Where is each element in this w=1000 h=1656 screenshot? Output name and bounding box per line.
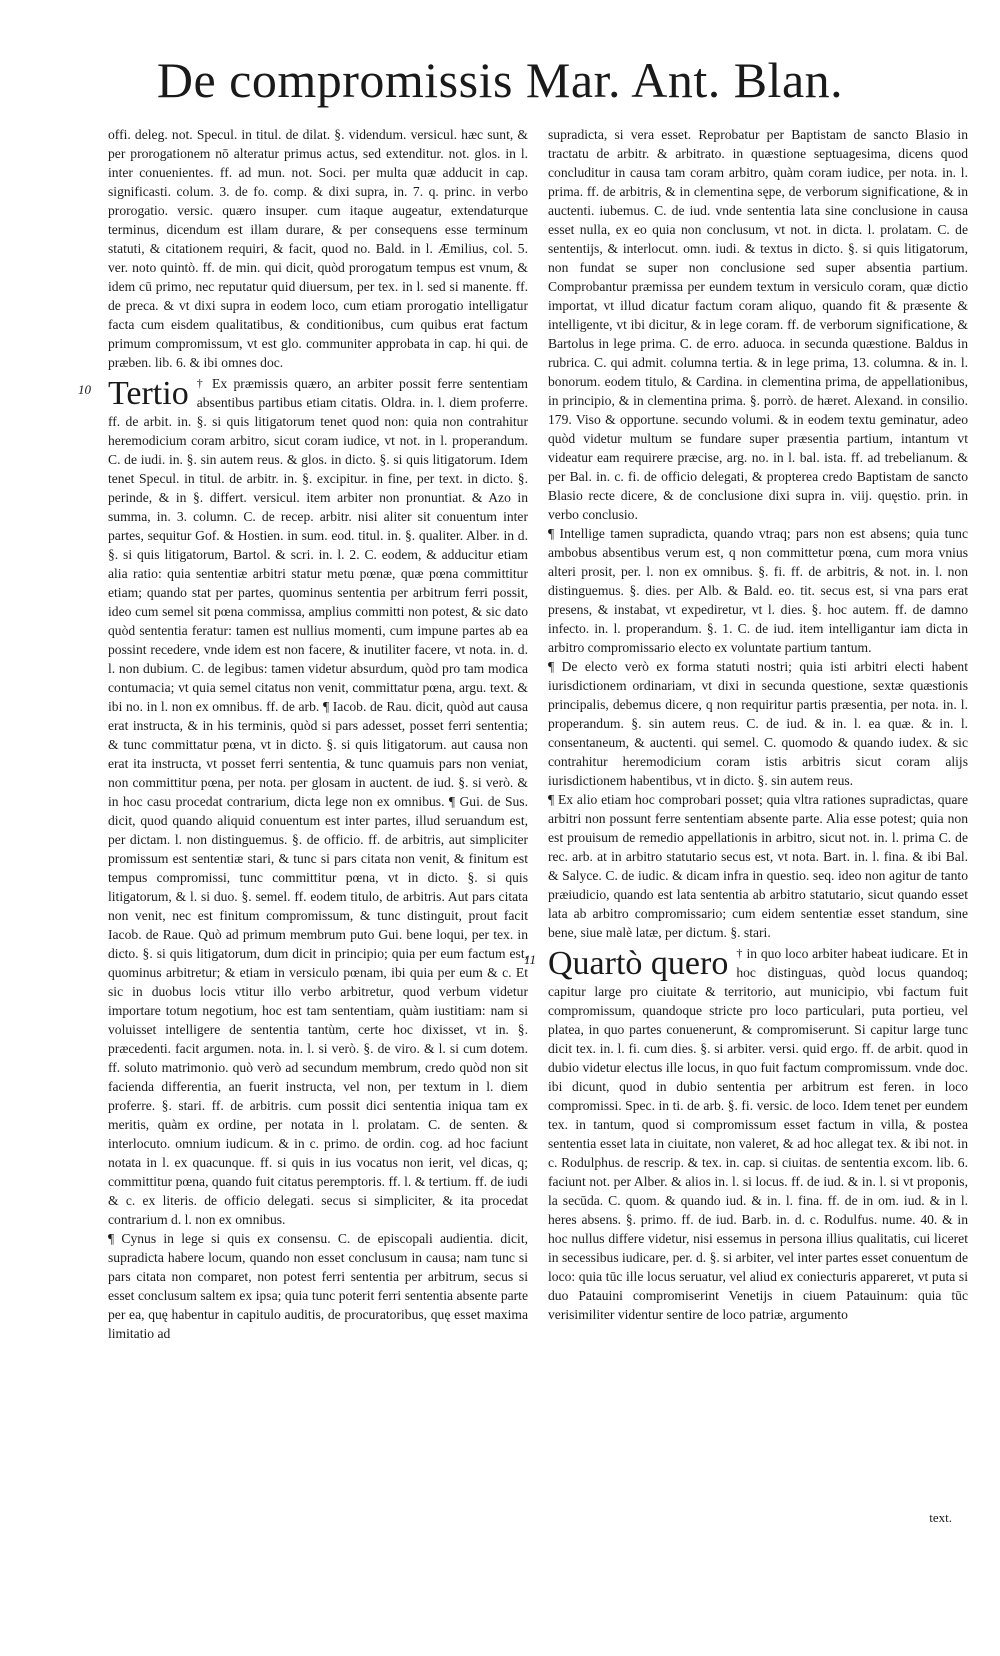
- page-title: De compromissis Mar. Ant. Blan.: [156, 52, 844, 108]
- paragraph: ¶ Cynus in lege si quis ex consensu. C. de episcopali audientia. dicit, supradicta habere locum, quando non esset conclusum in causa; nam tunc si pars citata non comparet, non potest ferri sententia per arbitrum, secus si esset conclusum saltem ex ipsa; quia tunc poterit ferri sententia absente parte per ea, quę habentur in capitulo auditis, de procuratoribus, quę esset maxima limitatio ad: [108, 1231, 528, 1341]
- section-initial-word: Quartò quero: [548, 945, 729, 982]
- paragraph: Oldra. in. l. diem proferre. ff. de arbit. in. §. si quis litigatorum tenet quod non: quia non contrahitur heremodicium coram arbitro, sicut coram iudice, vt not. in l. properandum. C. de iudi. in. §. sin autem reus. & glos. in dicto. §. si quis litigatorum. Idem tenet Specul. in titul. de arbitr. in. §. excipitur. in fine, per text. in dicto. §. perinde, & in §. differt. versicul. item arbiter non pronuntiat. & Azo in summa, in. 3. column. C. de recep. arbitr. nisi aliter sit conuentum inter partes, sequitur Gof. & Hostien. in sum. eod. titul. in. §. qualiter. Alber. in d. §. si quis litigatorum, Bartol. & scri. in. l. 2. C. eodem, & adducitur etiam alia ratio: quia sententiæ arbitri statur metu pœnæ, quæ pœna committitur etiam; quando stat per partes, quominus sententia per arbitrum ferri possit, ideo cum semel sit pœna commissa, amplius committi non potest, & sic dato quòd sententia feratur: tamen est nullius momenti, cum impune partes ab ea possint recedere, vnde idem est non facere, & inutiliter facere, vt nota. in. d. l. non dubium. C. de legibus: tamen videtur absurdum, quòd pro tam modica contumacia; vt quia semel citatus non venit, committatur pœna, argu. text. & ibi no. in l. non ex omnibus. ff. de arb. ¶ Iacob. de Rau. dicit, quòd aut causa erat instructa, & in his terminis, quòd si pars adesset, posset ferri sententia; & tunc committatur pœna, vt in dicto. §. si quis litigatorum. aut causa non erat ita instructa, vt posset ferri sententia, & tunc quamuis pars non veniat, non committitur pœna, per nota. per glosam in auctent. de iud. §. si verò. & in hoc casu procedat contrarium, dicta lege non ex omnibus. ¶ Gui. de Sus. dicit, quod quando aliquid conuentum est inter partes, illud seruandum est, per dictam. l. non distinguemus. §. de officio. ff. de arbitris, aut simpliciter promissum est sententiæ stari, & tunc si pars citata non venit, & finitum est tempus compromissi, tunc committitur pœna, vt in dicto. §. si quis litigatorum, & l. si duo. §. semel. ff. eodem titulo, de arbitris. Aut pars citata non venit, nec est finitum compromissum, & tunc distinguit, prout facit Iacob. de Raue. Quò ad primum membrum puto Gui. bene loqui, per tex. in dicto. §. si quis litigatorum, dum dicit in principio; quia per eum factum est, quominus arbitretur; & etiam in versiculo pœnam, ibi quia per eum & c. Et sic in duobus locis vtitur illo verbo arbitretur, quod verbum videtur importare totum negotium, hoc est tam sententiam, quàm iustitiam: nam si voluisset intelligere de sententia tantùm, certe hoc dixisset, vt in. §. præcedenti. facit argumen. nota. in. l. si verò. §. de viro. & l. si cum dotem. ff. soluto matrimonio. quò verò ad secundum membrum, credo quòd non sit facienda differentia, an fuerit instructa, vel non, per textum in l. diem proferre. §. stari. ff. de arbitris. cum possit dici sententia iniqua tam ex meritis, quàm ex ordine, per notata in l. prolatam. C. de senten. & interlocuto. omnium iudicum. & in c. primo. de ordin. cog. ad hoc faciunt notata in l. ex quacunque. ff. si quis in ius vocatus non ierit, vel dicas, q; committitur pœna, quando fuit citatus peremptoris. ff. l. & tertium. ff. de iudi & c. ex literis. de officio delegati. secus si simpliciter, & ita procedat contrarium d. l. non ex omnibus.: [108, 395, 528, 1227]
- dagger-mark: †: [736, 946, 743, 960]
- paragraph: Et in hoc distinguas, quòd locus quandoq; capitur large pro ciuitate & territorio, aut municipio, vbi factum fuit compromissum, quandoque stricte pro loco particulari, puta portieu, vel platea, in quo partes conuenerunt, & compromiserunt. Si capitur large tunc dicit tex. in. l. fi. cum dies. §. si arbiter. versi. quid ergo. ff. de arbit. quod in dubio videtur electus ille locus, in quo fuit factum compromissum. vnde doc. ibi dicunt, quod in dubio sententia per arbitrum est feren. in loco compromissi. Spec. in ti. de arb. §. fi. versic. de loco. Idem tenet per eundem tex. in tantum, quod si compromissum esset factum in villa, & postea sententia esset lata in ciuitate, non valeret, & ad hoc allegat tex. & ibi not. in c. Rodulphus. de rescrip. & tex. in. cap. si ciuitas. de sententia excom. lib. 6. faciunt not. per Alber. & alios in. l. si locus. ff. de iud. & in. l. si vt proponis, la secūda. C. quom. & quando iud. & in. l. fina. ff. de in om. iud. & in l. heres absens. §. primo. ff. de iud. Barb. in. d. c. Rodulfus. nume. 40. & in hoc nullus differe videtur, nisi essemus in persona illius qualitatis, cui liceret in secessibus iudicare, per. d. §. si arbiter, vel inter partes esset conuentum de loco: quia tūc ille locus seruatur, vel aliud ex coniecturis appareret, vt puta si duo Patauini compromiserint Venetijs in ciuem Patauinum: quia tūc verisimiliter videntur sentire de loco patriæ, argumento: [548, 946, 969, 1322]
- left-column: [78, 125, 529, 1343]
- section-number: 11: [524, 952, 537, 967]
- section-initial-word: Tertio: [108, 375, 189, 412]
- paragraph: supradicta, si vera esset. Reprobatur per Baptistam de sancto Blasio in tractatu de arbitr. & arbitrato. in quæstione septuagesima, dicens quod concluditur in causa tam coram arbitro, quàm coram iudice, per nota. in. l. prima. ff. de arbitris, & in clementina sępe, de verborum significatione, & in auctenti. iubemus. C. de iud. vnde sententia lata sine conclusione in causa esset nulla, ex eo quia non conclusum, vt not. in dicta. l. prolatam. C. de sententijs, & interlocut. omn. iudi. & textus in dicto. §. si quis litigatorum, non fundat se super non conclusione sed super absentia partium. Comprobantur præmissa per eundem textum in versiculo coram, quæ dictio importat, vt illud dicatur factum coram aliquo, quando fit & præsente & intelligente, vt ibi dicitur, & in lege coram. ff. de verborum significatione, & Bartolus in lege prima. C. de erro. aduoca. in secunda quæstione. Baldus in rubrica. C. qui admit. columna tertia. & in lege prima, 13. columna. & in. l. bonorum. eodem titulo, & Cardina. in clementina prima, de appellationibus, in principio, & in clementina prima. §. porrò. de hæret. Alexand. in consilio. 179. Viso & opportune. secundo volumi. & in eodem textu geminatur, adeo quòd videtur multum se fundare super præsentia partium, intantum vt videatur eam requirere præcise, arg. no. in l. bal. ista. ff. ad trebelianum. & per Bal. in. c. fi. de officio delegati, & propterea credo Baptistam de sancto Blasio recte dicere, & de conclusione dixi supra in. viij. quęstio. prin. in verbo conclusio.: [548, 127, 968, 522]
- section-number: 10: [78, 382, 91, 397]
- right-column: [524, 125, 969, 1324]
- paragraph: ¶ De electo verò ex forma statuti nostri; quia isti arbitri electi habent iurisdictionem ordinariam, vt dixi in secunda questione, sextæ quæstionis principalis, debemus dicere, q non requiritur partis præsentia, per nota. in. l. properandum. §. sin autem reus. C. de iud. & in. l. ea quæ. & in. l. consentaneum, & auctenti. qui semel. C. quomodo & quando iudex. & sic contrahitur heremodicium coram istis arbitris sicut coram alijs iurisdictionem habentibus, vt in dicto. §. sin autem reus.: [548, 659, 968, 788]
- paragraph: ¶ Intellige tamen supradicta, quando vtraq; pars non est absens; quia tunc ambobus absentibus verum est, q non committetur pœna, cum mora vnius alteri prosit, per. l. non ex omnibus. §. fi. ff. de arbitris, & not. in. l. non distinguemus. §. dies. per Alb. & Bald. eo. tit. secus est, si vna pars erat presens, & instabat, vt expediretur, vt l. dies. §. hoc autem. ff. de damno infecto. in. l. properandum. §. 1. C. de iud. item intelligantur iam dicta in arbitro compromissario electo ex voluntate partium tantum.: [548, 526, 968, 655]
- section-lead: in quo loco arbiter habeat iudicare.: [746, 946, 938, 961]
- section-lead: Ex præmissis quæro, an arbiter possit ferre sententiam absentibus partibus etiam citatis.: [196, 376, 529, 410]
- section-heading: [78, 374, 529, 1229]
- catchword: text.: [929, 1510, 952, 1525]
- paragraph: ¶ Ex alio etiam hoc comprobari posset; quia vltra rationes supradictas, quare arbitri non possunt ferre sententiam absente parte. Alia esse potest; quia non est prouisum de remedio appellationis in arbitro, sicut not. in. l. prima C. de rec. arb. at in arbitro statutario secus est, vt nota. Bart. in. l. fina. & ibi Bal. & Salyce. C. de iudic. & dicam infra in questio. seq. ideo non agitur de tanto præiudicio, quando est lata sententia ab arbitro statutario, sicut quando esset lata ab arbitro compromissario; cum eidem sententiæ esset standum, sine bene, siue malè latæ, per dictum. §. stari.: [548, 792, 968, 940]
- section-heading: [524, 944, 969, 1324]
- paragraph: offi. deleg. not. Specul. in titul. de dilat. §. videndum. versicul. hæc sunt, & per prorogationem nō alteratur primus actus, sed extenditur. not. glos. in l. inter conuenientes. ff. ad mun. not. Soci. per multa quæ adducit in cap. significasti. colum. 3. de fo. comp. & dixi supra, in. 7. q. princ. in verbo prorogatio. versic. quæro insuper. cum itaque augeatur, extendaturque terminus, dicendum est illam durare, & per consequens esse terminum statuti, & citationem requiri, & facit, quod no. Bald. in l. Æmilius, col. 5. ver. noto quintò. ff. de min. qui dicit, quòd prorogatum tempus est vnum, & idem cū primo, nec reputatur quid diuersum, per tex. in l. sed si manente. ff. de preca. & vt dixi supra in eodem loco, cum etiam prorogatio intelligatur facta cum eisdem qualitatibus, & conditionibus, cum quibus erat factum primum compromissum, vt est glo. communiter approbata in cap. hi qui. de præben. lib. 6. & ibi omnes doc.: [108, 127, 528, 370]
- dagger-mark: †: [196, 376, 206, 390]
